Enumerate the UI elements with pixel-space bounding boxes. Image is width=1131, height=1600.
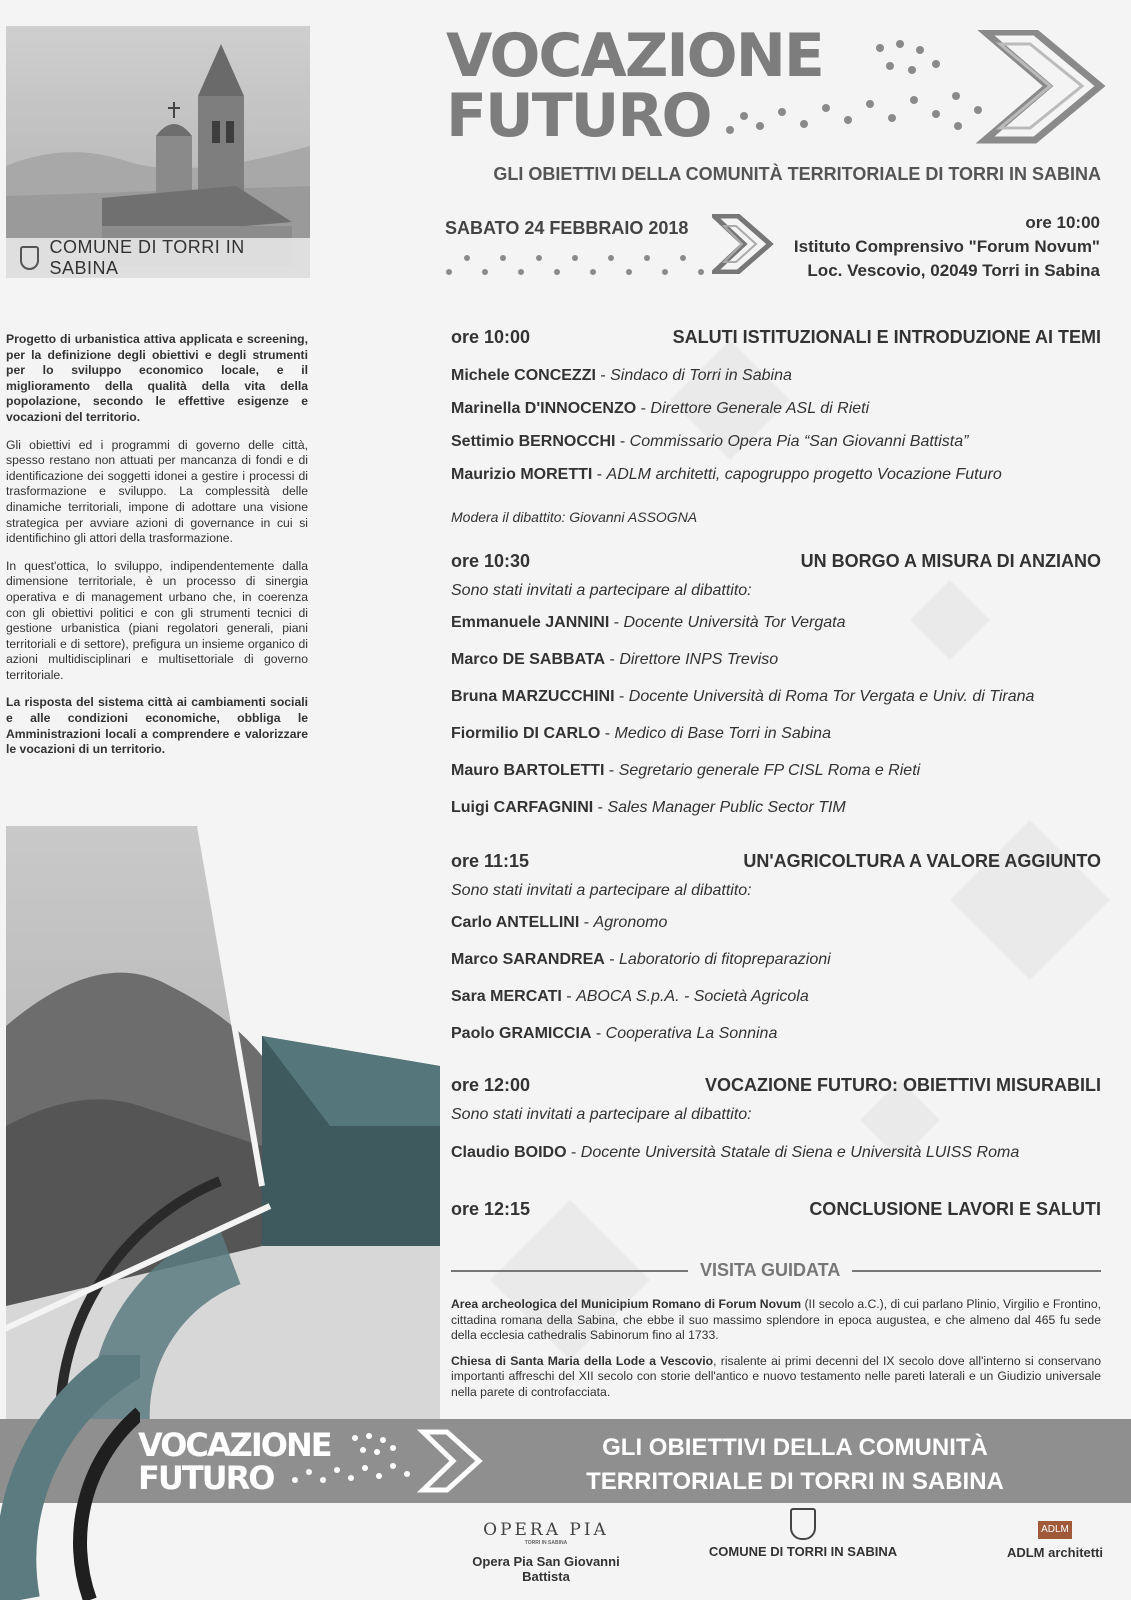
session-time: ore 10:00 <box>451 327 531 347</box>
speaker-row: Mauro BARTOLETTI - Segretario generale FP CISL Roma e Rieti <box>451 762 921 779</box>
session-title: VOCAZIONE FUTURO: OBIETTIVI MISURABILI <box>705 1075 1101 1095</box>
speaker-row: Marco SARANDREA - Laboratorio di fitopreparazioni <box>451 951 831 968</box>
session-header <box>451 1075 1101 1096</box>
speaker-role: ABOCA S.p.A. - Società Agricola <box>576 988 809 1005</box>
intro-paragraph-4: La risposta del sistema città ai cambiamenti sociali e alle condizioni economiche, obbliga le Amministrazioni locali a comprendere e valorizzare le vocazioni di un territorio. <box>6 695 308 757</box>
visita-paragraph-2 <box>451 1354 1101 1401</box>
speaker-name: Marco SARANDREA <box>451 951 605 968</box>
footer-logo-vocazione: VOCAZIONE <box>138 1426 331 1464</box>
speaker-role: Commissario Opera Pia “San Giovanni Battista” <box>629 433 969 450</box>
session-title: SALUTI ISTITUZIONALI E INTRODUZIONE AI TEMI <box>672 327 1101 347</box>
speaker-name: Claudio BOIDO <box>451 1144 567 1161</box>
logo-vocazione: VOCAZIONE <box>446 21 823 91</box>
venue-address: Loc. Vescovio, 02049 Torri in Sabina <box>807 261 1100 280</box>
speaker-role: Laboratorio di fitopreparazioni <box>619 951 831 968</box>
footer-tagline-line2: TERRITORIALE DI TORRI IN SABINA <box>586 1468 1004 1495</box>
footer-tagline <box>560 1431 1030 1499</box>
session-header <box>451 1199 1101 1220</box>
date-arrow-icon <box>712 214 774 274</box>
footer-tagline-line1: GLI OBIETTIVI DELLA COMUNITÀ <box>602 1434 988 1461</box>
speaker-row: Sara MERCATI - ABOCA S.p.A. - Società Agricola <box>451 988 809 1005</box>
speaker-role: Segretario generale FP CISL Roma e Rieti <box>618 762 921 779</box>
session-1000 <box>451 327 1101 534</box>
speaker-name: Marco DE SABBATA <box>451 651 606 668</box>
session-header <box>451 551 1101 572</box>
visita-desc-1: (II secolo a.C.), di cui parlano Plinio, Virgilio e Frontino, cittadina romana della Sabina, che ebbe il suo massimo splendore in epoca augustea, e che almeno dal 465 fu sede della ecclesia cathedralis Sabinorum fino al 1733. <box>451 1297 1101 1343</box>
speaker-row: Luigi CARFAGNINI - Sales Manager Public Sector TIM <box>451 799 846 816</box>
speaker-row: Maurizio MORETTI - ADLM architetti, capogruppo progetto Vocazione Futuro <box>451 466 1002 483</box>
footer-logo-futuro: FUTURO <box>138 1459 274 1497</box>
partner-comune <box>705 1508 901 1559</box>
speaker-role: Sales Manager Public Sector TIM <box>607 799 846 816</box>
header-subtitle: GLI OBIETTIVI DELLA COMUNITÀ TERRITORIALE DI TORRI IN SABINA <box>493 164 1101 184</box>
comune-caption <box>6 238 310 278</box>
speaker-name: Michele CONCEZZI <box>451 367 596 384</box>
speaker-name: Fiormilio DI CARLO <box>451 725 601 742</box>
visita-title: VISITA GUIDATA <box>688 1260 852 1281</box>
speaker-name: Paolo GRAMICCIA <box>451 1025 592 1042</box>
speaker-name: Maurizio MORETTI <box>451 466 593 483</box>
speaker-role: Cooperativa La Sonnina <box>605 1025 778 1042</box>
speaker-name: Emmanuele JANNINI <box>451 614 610 631</box>
session-title: CONCLUSIONE LAVORI E SALUTI <box>809 1199 1101 1219</box>
church-photo <box>6 26 310 278</box>
footer-arc-graphic <box>0 1355 140 1600</box>
speaker-name: Luigi CARFAGNINI <box>451 799 594 816</box>
speaker-role: ADLM architetti, capogruppo progetto Vocazione Futuro <box>606 466 1002 483</box>
landscape-fan-graphic <box>0 826 440 1426</box>
speaker-row: Paolo GRAMICCIA - Cooperativa La Sonnina <box>451 1025 778 1042</box>
venue-name: Istituto Comprensivo "Forum Novum" <box>793 237 1100 256</box>
speaker-name: Marinella D'INNOCENZO <box>451 400 637 417</box>
speaker-row: Carlo ANTELLINI - Agronomo <box>451 914 668 931</box>
session-header <box>451 851 1101 872</box>
speaker-row: Marinella D'INNOCENZO - Direttore Generale ASL di Rieti <box>451 400 870 417</box>
visita-text <box>451 1297 1101 1411</box>
comune-caption-text: COMUNE DI TORRI IN SABINA <box>49 237 245 278</box>
speaker-name: Mauro BARTOLETTI <box>451 762 605 779</box>
intro-paragraph-3: In quest'ottica, lo sviluppo, indipendentemente dalla dimensione territoriale, è un processo di sinergia operativa e di management urbano che, in coerenza con gli obiettivi politici e con gli strumenti tecnici di gestione urbanistica (piani regolatori generali, piani territoriali e di settore), prefigura un insieme organico di azioni multidisciplinari e multisettoriale di governo territoriale. <box>6 558 308 682</box>
speaker-role: Sindaco di Torri in Sabina <box>610 367 792 384</box>
session-header <box>451 327 1101 348</box>
visita-site-1: Area archeologica del Municipium Romano di Forum Novum <box>451 1297 802 1311</box>
opera-pia-logo: OPERA PIA <box>483 1520 609 1540</box>
adlm-logo: ADLM <box>1038 1521 1072 1539</box>
intro-text <box>6 332 308 770</box>
visita-desc-2: , risalente ai primi decenni del IX secolo dove all'interno si conservano importanti affreschi del XII secolo con storie dell'antico e nuovo testamento nelle pareti laterali e un Giudizio universale nella parete di controfacciata. <box>451 1353 1101 1399</box>
session-time: ore 10:30 <box>451 551 531 571</box>
speaker-row: Fiormilio DI CARLO - Medico di Base Torri in Sabina <box>451 725 831 742</box>
session-1030 <box>451 551 1101 816</box>
event-date: SABATO 24 FEBBRAIO 2018 <box>445 218 689 238</box>
visita-paragraph-1 <box>451 1297 1101 1344</box>
partner-opera-pia <box>451 1520 641 1584</box>
visita-site-2: Chiesa di Santa Maria della Lode a Vescovio <box>451 1353 714 1368</box>
comune-crest-icon <box>790 1508 816 1540</box>
speaker-role: Docente Università Tor Vergata <box>623 614 846 631</box>
session-title: UN BORGO A MISURA DI ANZIANO <box>800 551 1101 571</box>
speaker-name: Sara MERCATI <box>451 988 562 1005</box>
intro-paragraph-1: Progetto di urbanistica attiva applicata e screening, per la definizione degli obiettivi e degli strumenti per lo sviluppo economico locale, e il miglioramento della qualità della vita della popolazione, secondo le effettive esigenze e vocazioni del territorio. <box>6 332 308 424</box>
session-title: UN'AGRICOLTURA A VALORE AGGIUNTO <box>743 851 1101 871</box>
speaker-row: Settimio BERNOCCHI - Commissario Opera Pia “San Giovanni Battista” <box>451 433 969 450</box>
speaker-role: Agronomo <box>593 914 668 931</box>
speaker-row: Claudio BOIDO - Docente Università Statale di Siena e Università LUISS Roma <box>451 1144 1020 1161</box>
session-1115 <box>451 851 1101 1042</box>
intro-paragraph-2: Gli obiettivi ed i programmi di governo delle città, spesso restano non attuati per mancanza di fondi e di identificazione dei soggetti idonei a gestire i processi di trasformazione e sviluppo. La complessità delle dinamiche territoriali, impone di adottare una visione strategica per avviare azioni di governance in cui si identifichino gli attori della trasformazione. <box>6 437 308 546</box>
speaker-role: Docente Università Statale di Siena e Università LUISS Roma <box>580 1144 1020 1161</box>
adlm-name: ADLM architetti <box>1006 1545 1104 1560</box>
speaker-name: Bruna MARZUCCHINI <box>451 688 615 705</box>
moderator: Modera il dibattito: Giovanni ASSOGNA <box>451 509 698 525</box>
partner-adlm <box>1003 1520 1107 1560</box>
invite-note: Sono stati invitati a partecipare al dibattito: <box>451 1106 752 1123</box>
footer-dots-arrow-icon <box>275 1428 485 1494</box>
comune-name: COMUNE DI TORRI IN SABINA <box>708 1544 898 1559</box>
speaker-row: Bruna MARZUCCHINI - Docente Università di Roma Tor Vergata e Univ. di Tirana <box>451 688 1035 705</box>
invite-note: Sono stati invitati a partecipare al dibattito: <box>451 882 752 899</box>
session-1200 <box>451 1075 1101 1161</box>
session-time: ore 11:15 <box>451 851 530 871</box>
speaker-role: Direttore Generale ASL di Rieti <box>650 400 870 417</box>
logo-futuro: FUTURO <box>446 81 711 151</box>
speaker-name: Settimio BERNOCCHI <box>451 433 616 450</box>
start-time: ore 10:00 <box>1025 213 1100 232</box>
speaker-role: Docente Università di Roma Tor Vergata e Univ. di Tirana <box>628 688 1035 705</box>
speaker-name: Carlo ANTELLINI <box>451 914 580 931</box>
logo-dots-arrow-icon <box>700 30 1110 150</box>
speaker-role: Direttore INPS Treviso <box>619 651 779 668</box>
date-dots-decoration <box>445 244 715 280</box>
invite-note: Sono stati invitati a partecipare al dibattito: <box>451 582 752 599</box>
session-1215 <box>451 1199 1101 1220</box>
opera-pia-name: Opera Pia San Giovanni Battista <box>472 1554 620 1584</box>
crest-icon <box>20 246 39 270</box>
speaker-row: Marco DE SABBATA - Direttore INPS Treviso <box>451 651 779 668</box>
opera-pia-logo-subtext: TORRI IN SABINA <box>524 1540 568 1546</box>
program <box>451 327 1101 1219</box>
session-time: ore 12:15 <box>451 1199 531 1219</box>
session-time: ore 12:00 <box>451 1075 531 1095</box>
speaker-row: Emmanuele JANNINI - Docente Università Tor Vergata <box>451 614 846 631</box>
speaker-role: Medico di Base Torri in Sabina <box>614 725 831 742</box>
venue-block <box>794 211 1100 283</box>
speaker-row: Michele CONCEZZI - Sindaco di Torri in Sabina <box>451 367 792 384</box>
